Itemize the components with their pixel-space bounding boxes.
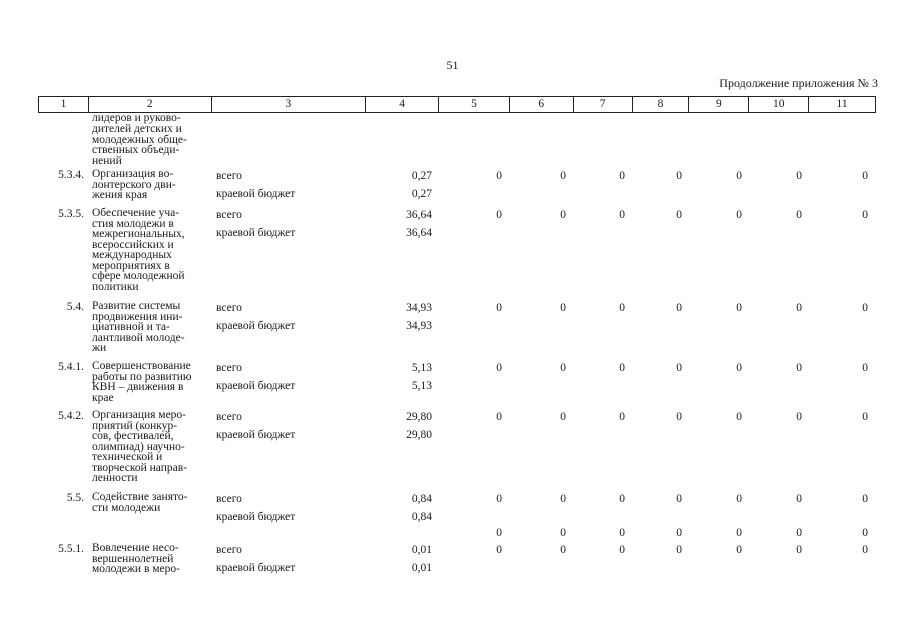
- year-value-cell: 0: [496, 362, 502, 374]
- year-value-cell: 0: [862, 362, 868, 374]
- year-value-cell: 0: [862, 302, 868, 314]
- row-title-line: КВН – движения в: [92, 381, 184, 393]
- amount-cell: [366, 410, 439, 492]
- funding-source-label: краевой бюджет: [216, 226, 296, 239]
- year-value-cell: 0: [736, 170, 742, 182]
- year-value-cell: 0: [496, 302, 502, 314]
- year-value-cell: 0: [560, 527, 566, 539]
- amount-value: 0,84: [411, 510, 432, 523]
- row-title: [88, 208, 211, 301]
- table-row: [38, 526, 876, 543]
- funding-source-label: всего: [216, 362, 242, 374]
- year-value-cell: 0: [796, 493, 802, 505]
- year-value-cell: 0: [796, 544, 802, 556]
- amount-cell: [366, 301, 439, 361]
- row-title-line: мероприятиях в: [92, 259, 170, 272]
- year-value-cell: [439, 113, 510, 169]
- year-value-cell: 0: [619, 544, 625, 556]
- header-cell: 3: [212, 97, 367, 112]
- table-row: [38, 113, 876, 169]
- row-title: [88, 526, 211, 543]
- amount-cell: [366, 208, 439, 301]
- row-title-line: творческой направ-: [92, 461, 188, 474]
- funding-source-label: всего: [216, 493, 242, 505]
- funding-source: [211, 410, 366, 492]
- year-value-cell: 0: [619, 527, 625, 539]
- amount-cell: [366, 169, 439, 208]
- row-title: [88, 543, 211, 577]
- funding-source-label: краевой бюджет: [216, 561, 296, 574]
- row-number: 5.3.4.: [58, 169, 84, 181]
- amount-value: 0,27: [411, 170, 432, 182]
- year-value-cell: 0: [619, 209, 625, 221]
- row-title-line: молодежных обще-: [92, 133, 187, 146]
- row-title-line: Организация меро-: [92, 409, 187, 421]
- header-cell: 10: [749, 97, 809, 112]
- year-value-cell: 0: [796, 362, 802, 374]
- table-header: [38, 96, 876, 113]
- year-value-cell: 0: [862, 544, 868, 556]
- amount-value: 34,93: [406, 319, 432, 332]
- year-value-cell: 0: [676, 302, 682, 314]
- year-value-cell: 0: [560, 209, 566, 221]
- row-title-line: ственных объеди-: [92, 144, 180, 157]
- row-title-line: Содействие занято-: [92, 491, 188, 503]
- row-number: 5.5.: [66, 492, 84, 504]
- row-title-line: лонтерского дви-: [92, 178, 176, 191]
- amount-cell: [366, 526, 439, 543]
- amount-value: 29,80: [406, 428, 432, 441]
- table-row: [38, 208, 876, 301]
- year-value-cell: 0: [496, 209, 502, 221]
- year-value-cell: 0: [496, 493, 502, 505]
- year-value-cell: 0: [736, 362, 742, 374]
- row-title-line: стия молодежи в: [92, 217, 174, 230]
- year-value-cell: 0: [736, 493, 742, 505]
- funding-source: [211, 113, 366, 169]
- year-value-cell: 0: [796, 527, 802, 539]
- table-row: [38, 301, 876, 361]
- year-value-cell: 0: [560, 362, 566, 374]
- year-value-cell: 0: [736, 527, 742, 539]
- row-title: [88, 492, 211, 526]
- funding-source-label: всего: [216, 170, 242, 182]
- page-number: 51: [446, 58, 459, 72]
- funding-source: [211, 301, 366, 361]
- funding-source-label: краевой бюджет: [216, 428, 296, 441]
- amount-value: 36,64: [406, 209, 432, 221]
- row-number: 5.3.5.: [58, 208, 84, 220]
- header-cell: 8: [633, 97, 690, 112]
- year-value-cell: 0: [862, 493, 868, 505]
- year-value-cell: 0: [676, 209, 682, 221]
- table-row: [38, 169, 876, 208]
- row-title-line: Обеспечение уча-: [92, 207, 180, 219]
- year-value-cell: 0: [560, 493, 566, 505]
- year-value-cell: 0: [560, 411, 566, 423]
- row-title: [88, 361, 211, 410]
- row-title-line: сти молодежи: [92, 501, 161, 514]
- amount-value: 0,27: [411, 187, 432, 200]
- amount-value: 5,13: [411, 379, 432, 392]
- row-number: 5.5.1.: [58, 543, 84, 555]
- year-value-cell: [633, 113, 690, 169]
- row-title-line: Совершенствование: [92, 360, 191, 372]
- year-value-cell: 0: [560, 170, 566, 182]
- row-title-line: циативной и та-: [92, 321, 170, 333]
- funding-source-label: краевой бюджет: [216, 319, 296, 332]
- row-title-line: приятий (конкур-: [92, 419, 178, 432]
- year-value-cell: 0: [619, 411, 625, 423]
- row-title-line: дителей детских и: [92, 122, 182, 135]
- year-value-cell: 0: [619, 493, 625, 505]
- year-value-cell: 0: [619, 170, 625, 182]
- header-cell: 9: [689, 97, 749, 112]
- table-row: [38, 361, 876, 410]
- amount-cell: [366, 543, 439, 577]
- year-value-cell: 0: [676, 170, 682, 182]
- header-cell: 5: [439, 97, 510, 112]
- funding-source: [211, 208, 366, 301]
- row-title-line: жения края: [92, 189, 148, 201]
- year-value-cell: [510, 113, 574, 169]
- year-value-cell: 0: [736, 209, 742, 221]
- year-value-cell: 0: [619, 362, 625, 374]
- row-title-line: жи: [92, 342, 107, 354]
- table-row: [38, 492, 876, 526]
- row-title-line: лидеров и руково-: [92, 112, 181, 124]
- amount-value: 0,01: [411, 561, 432, 574]
- year-value-cell: 0: [796, 209, 802, 221]
- amount-value: 5,13: [411, 362, 432, 374]
- row-title: [88, 113, 211, 169]
- row-title-line: вершеннолетней: [92, 552, 174, 565]
- year-value-cell: 0: [862, 170, 868, 182]
- row-title-line: межрегиональных,: [92, 228, 185, 240]
- row-title-line: олимпиад) научно-: [92, 440, 185, 453]
- row-number: 5.4.2.: [58, 410, 84, 422]
- funding-source-label: всего: [216, 302, 242, 314]
- funding-source-label: краевой бюджет: [216, 510, 296, 523]
- row-title-line: Развитие системы: [92, 300, 181, 312]
- amount-value: 36,64: [406, 226, 432, 239]
- header-cell: 2: [89, 97, 212, 112]
- row-title-line: Вовлечение несо-: [92, 542, 179, 554]
- funding-source: [211, 543, 366, 577]
- year-value-cell: 0: [736, 544, 742, 556]
- year-value-cell: 0: [560, 544, 566, 556]
- row-title-line: работы по развитию: [92, 370, 192, 383]
- funding-source: [211, 169, 366, 208]
- row-title-line: лантливой молоде-: [92, 331, 185, 344]
- year-value-cell: 0: [676, 362, 682, 374]
- year-value-cell: 0: [676, 411, 682, 423]
- header-cell: 7: [574, 97, 633, 112]
- year-value-cell: [574, 113, 633, 169]
- header-cell: 11: [836, 98, 848, 110]
- row-title-line: молодежи в меро-: [92, 563, 180, 575]
- year-value-cell: 0: [676, 527, 682, 539]
- funding-source: [211, 361, 366, 410]
- funding-source-label: краевой бюджет: [216, 379, 296, 392]
- amount-cell: [366, 113, 439, 169]
- row-title: [88, 301, 211, 361]
- year-value-cell: [810, 113, 876, 169]
- header-cell: 4: [366, 97, 439, 112]
- row-title-line: сфере молодежной: [92, 270, 185, 282]
- year-value-cell: 0: [796, 170, 802, 182]
- row-number: [38, 526, 88, 543]
- year-value-cell: 0: [560, 302, 566, 314]
- row-title-line: нений: [92, 155, 122, 168]
- table-row: [38, 410, 876, 492]
- year-value-cell: 0: [862, 527, 868, 539]
- row-title-line: политики: [92, 280, 139, 293]
- year-value-cell: 0: [676, 544, 682, 556]
- year-value-cell: 0: [619, 302, 625, 314]
- year-value-cell: 0: [496, 170, 502, 182]
- funding-source: [211, 492, 366, 526]
- amount-value: 0,84: [411, 493, 432, 505]
- row-title: [88, 410, 211, 492]
- row-title-line: Организация во-: [92, 168, 174, 180]
- funding-source-label: всего: [216, 544, 242, 556]
- table-row: [38, 543, 876, 577]
- row-title-line: сов, фестивалей,: [92, 430, 174, 442]
- header-cell: 1: [39, 97, 89, 112]
- year-value-cell: 0: [862, 209, 868, 221]
- year-value-cell: 0: [676, 493, 682, 505]
- row-title-line: ленности: [92, 472, 138, 484]
- funding-source: [211, 526, 366, 543]
- year-value-cell: 0: [496, 411, 502, 423]
- year-value-cell: 0: [796, 302, 802, 314]
- funding-source-label: всего: [216, 411, 242, 423]
- funding-source-label: всего: [216, 209, 242, 221]
- amount-value: 29,80: [406, 411, 432, 423]
- row-title-line: технической и: [92, 451, 163, 463]
- year-value-cell: 0: [496, 527, 502, 539]
- amount-value: 0,01: [411, 544, 432, 556]
- row-number: 5.4.: [66, 301, 84, 313]
- header-cell: 6: [510, 97, 574, 112]
- amount-value: 34,93: [406, 302, 432, 314]
- appendix-continuation-note: Продолжение приложения № 3: [719, 76, 878, 90]
- row-title: [88, 169, 211, 208]
- row-number: [38, 113, 88, 169]
- amount-cell: [366, 492, 439, 526]
- year-value-cell: 0: [736, 411, 742, 423]
- funding-source-label: краевой бюджет: [216, 187, 296, 200]
- year-value-cell: [690, 113, 750, 169]
- row-title-line: продвижения ини-: [92, 310, 183, 323]
- row-title-line: крае: [92, 391, 114, 404]
- table-body: [38, 113, 876, 577]
- row-number: 5.4.1.: [58, 361, 84, 373]
- year-value-cell: 0: [862, 411, 868, 423]
- row-title-line: всероссийских и: [92, 238, 174, 251]
- year-value-cell: [750, 113, 810, 169]
- year-value-cell: 0: [796, 411, 802, 423]
- row-title-line: международных: [92, 249, 172, 261]
- amount-cell: [366, 361, 439, 410]
- year-value-cell: 0: [736, 302, 742, 314]
- year-value-cell: 0: [496, 544, 502, 556]
